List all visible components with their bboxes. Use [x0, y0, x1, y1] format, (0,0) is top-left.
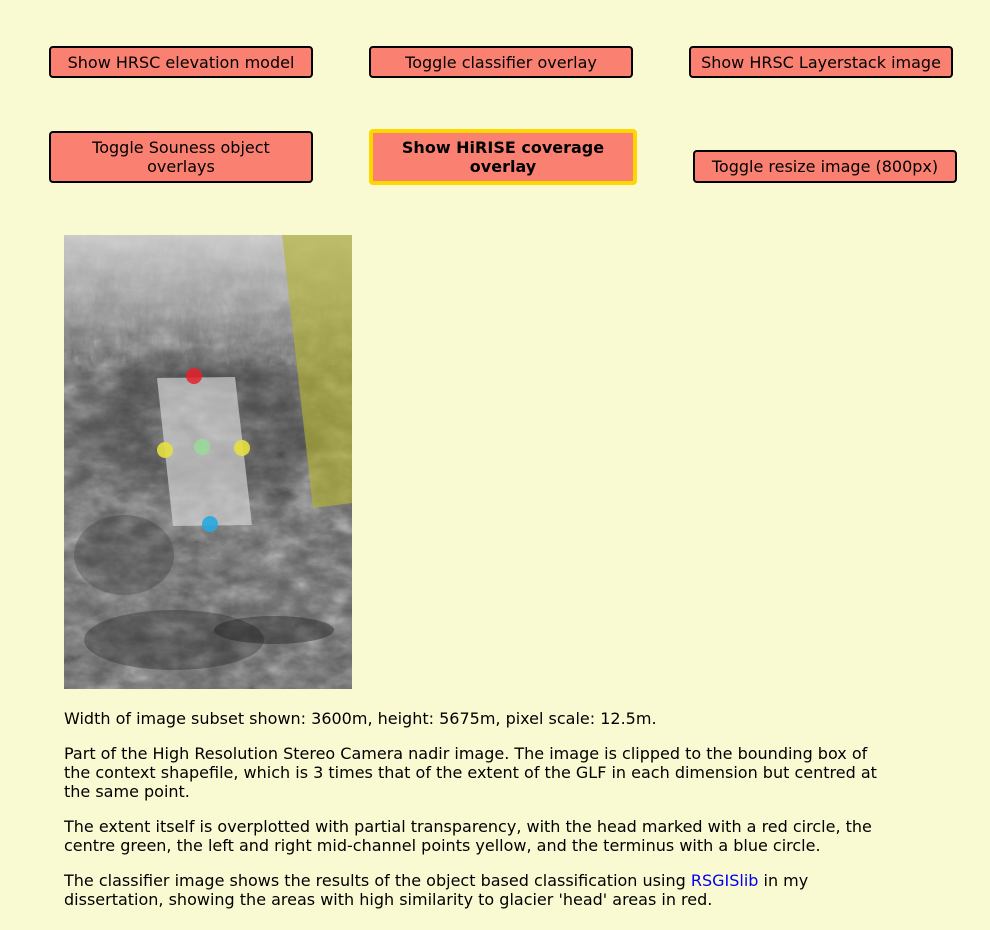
- para3-text-after: in my dissertation, showing the areas with high similarity to glacier 'head' areas in red.: [64, 871, 809, 909]
- description-paragraph-3: [64, 871, 884, 909]
- rsgislib-link[interactable]: RSGISlib: [690, 871, 759, 890]
- toggle-souness-overlays-button[interactable]: Toggle Souness object overlays: [49, 131, 313, 183]
- show-hrsc-layerstack-button[interactable]: Show HRSC Layerstack image: [689, 46, 953, 78]
- head-marker: [186, 368, 202, 384]
- show-hrsc-elevation-button[interactable]: Show HRSC elevation model: [49, 46, 313, 78]
- toggle-resize-image-button[interactable]: Toggle resize image (800px): [693, 150, 957, 183]
- terminus-marker: [202, 516, 218, 532]
- image-dimensions-text: Width of image subset shown: 3600m, height: 5675m, pixel scale: 12.5m.: [64, 709, 657, 728]
- description-paragraph-1: Part of the High Resolution Stereo Camera nadir image. The image is clipped to the bounding box of the context shapefile, which is 3 times that of the extent of the GLF in each dimension but centred at the same point.: [64, 744, 877, 801]
- right-midchannel-marker: [234, 440, 250, 456]
- description-paragraph-2: The extent itself is overplotted with partial transparency, with the head marked with a red circle, the centre green, the left and right mid-channel points yellow, and the terminus with a blue circle.: [64, 817, 872, 855]
- toggle-classifier-button[interactable]: Toggle classifier overlay: [369, 46, 633, 78]
- centre-marker: [194, 439, 210, 455]
- terrain-image: [64, 235, 352, 689]
- show-hirise-coverage-button[interactable]: Show HiRISE coverage overlay: [369, 129, 637, 185]
- hrsc-nadir-image: [64, 235, 352, 689]
- left-midchannel-marker: [157, 442, 173, 458]
- para3-text-before: The classifier image shows the results of the object based classification using: [64, 871, 691, 890]
